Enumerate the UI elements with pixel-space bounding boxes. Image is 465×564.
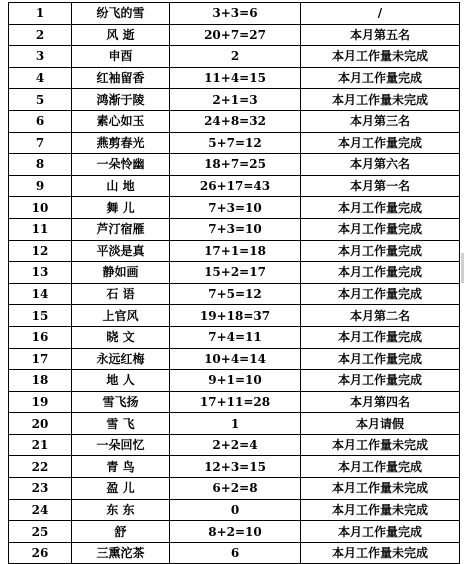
status-text: 本月工作量未完成 xyxy=(301,478,460,500)
table-row xyxy=(9,434,460,456)
member-name: 一朵回忆 xyxy=(72,434,170,456)
score-formula: 7+5=12 xyxy=(170,283,301,305)
ranking-table xyxy=(8,2,460,564)
row-number: 25 xyxy=(9,521,72,543)
score-formula: 6 xyxy=(170,542,301,564)
status-text: 本月工作量完成 xyxy=(301,262,460,284)
status-text: 本月工作量未完成 xyxy=(301,434,460,456)
status-text: 本月第六名 xyxy=(301,154,460,176)
table-row xyxy=(9,499,460,521)
score-formula: 1 xyxy=(170,413,301,435)
status-text: 本月第二名 xyxy=(301,305,460,327)
score-formula: 7+3=10 xyxy=(170,197,301,219)
status-text: 本月工作量完成 xyxy=(301,348,460,370)
row-number: 18 xyxy=(9,370,72,392)
row-number: 24 xyxy=(9,499,72,521)
table-row xyxy=(9,240,460,262)
table-row xyxy=(9,478,460,500)
status-text: 本月工作量完成 xyxy=(301,132,460,154)
table-row xyxy=(9,3,460,25)
score-formula: 2+1=3 xyxy=(170,89,301,111)
score-formula: 17+1=18 xyxy=(170,240,301,262)
score-formula: 7+3=10 xyxy=(170,218,301,240)
table-row xyxy=(9,175,460,197)
status-text: 本月第四名 xyxy=(301,391,460,413)
status-text: 本月工作量完成 xyxy=(301,67,460,89)
table-row xyxy=(9,132,460,154)
row-number: 16 xyxy=(9,326,72,348)
member-name: 山 地 xyxy=(72,175,170,197)
score-formula: 11+4=15 xyxy=(170,67,301,89)
table-row xyxy=(9,89,460,111)
row-number: 23 xyxy=(9,478,72,500)
member-name: 鸿渐于陵 xyxy=(72,89,170,111)
status-text: 本月工作量完成 xyxy=(301,456,460,478)
score-formula: 24+8=32 xyxy=(170,110,301,132)
row-number: 3 xyxy=(9,46,72,68)
table-row xyxy=(9,154,460,176)
status-text: 本月工作量完成 xyxy=(301,218,460,240)
row-number: 8 xyxy=(9,154,72,176)
table-row xyxy=(9,370,460,392)
member-name: 平淡是真 xyxy=(72,240,170,262)
status-text: 本月工作量完成 xyxy=(301,370,460,392)
score-formula: 8+2=10 xyxy=(170,521,301,543)
row-number: 22 xyxy=(9,456,72,478)
row-number: 14 xyxy=(9,283,72,305)
member-name: 永远红梅 xyxy=(72,348,170,370)
table-row xyxy=(9,456,460,478)
member-name: 晓 文 xyxy=(72,326,170,348)
member-name: 燕剪春光 xyxy=(72,132,170,154)
member-name: 东 东 xyxy=(72,499,170,521)
row-number: 6 xyxy=(9,110,72,132)
score-formula: 7+4=11 xyxy=(170,326,301,348)
member-name: 雪 飞 xyxy=(72,413,170,435)
score-formula: 3+3=6 xyxy=(170,3,301,25)
member-name: 静如画 xyxy=(72,262,170,284)
scrollbar-thumb[interactable] xyxy=(461,253,464,283)
table-row xyxy=(9,24,460,46)
status-text: / xyxy=(301,3,460,25)
status-text: 本月工作量完成 xyxy=(301,197,460,219)
status-text: 本月工作量未完成 xyxy=(301,542,460,564)
table-row xyxy=(9,348,460,370)
status-text: 本月工作量完成 xyxy=(301,521,460,543)
member-name: 雪飞扬 xyxy=(72,391,170,413)
member-name: 一朵怜幽 xyxy=(72,154,170,176)
score-formula: 20+7=27 xyxy=(170,24,301,46)
score-formula: 6+2=8 xyxy=(170,478,301,500)
status-text: 本月工作量未完成 xyxy=(301,499,460,521)
ranking-sheet xyxy=(8,2,456,564)
row-number: 4 xyxy=(9,67,72,89)
row-number: 21 xyxy=(9,434,72,456)
member-name: 三熏沱茶 xyxy=(72,542,170,564)
table-row xyxy=(9,262,460,284)
score-formula: 15+2=17 xyxy=(170,262,301,284)
row-number: 7 xyxy=(9,132,72,154)
row-number: 5 xyxy=(9,89,72,111)
member-name: 舞 儿 xyxy=(72,197,170,219)
member-name: 青 鸟 xyxy=(72,456,170,478)
status-text: 本月工作量完成 xyxy=(301,283,460,305)
row-number: 11 xyxy=(9,218,72,240)
row-number: 15 xyxy=(9,305,72,327)
table-row xyxy=(9,305,460,327)
status-text: 本月工作量未完成 xyxy=(301,46,460,68)
member-name: 纷飞的雪 xyxy=(72,3,170,25)
member-name: 申酉 xyxy=(72,46,170,68)
table-row xyxy=(9,391,460,413)
row-number: 26 xyxy=(9,542,72,564)
status-text: 本月工作量未完成 xyxy=(301,89,460,111)
score-formula: 5+7=12 xyxy=(170,132,301,154)
status-text: 本月第五名 xyxy=(301,24,460,46)
member-name: 上官风 xyxy=(72,305,170,327)
member-name: 风 逝 xyxy=(72,24,170,46)
row-number: 10 xyxy=(9,197,72,219)
table-row xyxy=(9,218,460,240)
score-formula: 18+7=25 xyxy=(170,154,301,176)
table-row xyxy=(9,110,460,132)
status-text: 本月工作量完成 xyxy=(301,240,460,262)
member-name: 石 语 xyxy=(72,283,170,305)
table-row xyxy=(9,413,460,435)
table-row xyxy=(9,521,460,543)
table-row xyxy=(9,283,460,305)
table-row xyxy=(9,326,460,348)
row-number: 12 xyxy=(9,240,72,262)
score-formula: 0 xyxy=(170,499,301,521)
score-formula: 2+2=4 xyxy=(170,434,301,456)
row-number: 1 xyxy=(9,3,72,25)
row-number: 17 xyxy=(9,348,72,370)
member-name: 舒 xyxy=(72,521,170,543)
score-formula: 26+17=43 xyxy=(170,175,301,197)
table-row xyxy=(9,46,460,68)
table-row xyxy=(9,197,460,219)
status-text: 本月工作量完成 xyxy=(301,326,460,348)
member-name: 盈 儿 xyxy=(72,478,170,500)
member-name: 素心如玉 xyxy=(72,110,170,132)
score-formula: 10+4=14 xyxy=(170,348,301,370)
row-number: 13 xyxy=(9,262,72,284)
score-formula: 9+1=10 xyxy=(170,370,301,392)
member-name: 芦汀宿雁 xyxy=(72,218,170,240)
status-text: 本月第一名 xyxy=(301,175,460,197)
member-name: 红袖留香 xyxy=(72,67,170,89)
score-formula: 2 xyxy=(170,46,301,68)
score-formula: 17+11=28 xyxy=(170,391,301,413)
ranking-table-body xyxy=(9,3,460,564)
member-name: 地 人 xyxy=(72,370,170,392)
table-row xyxy=(9,67,460,89)
row-number: 20 xyxy=(9,413,72,435)
score-formula: 19+18=37 xyxy=(170,305,301,327)
status-text: 本月请假 xyxy=(301,413,460,435)
row-number: 19 xyxy=(9,391,72,413)
status-text: 本月第三名 xyxy=(301,110,460,132)
row-number: 9 xyxy=(9,175,72,197)
score-formula: 12+3=15 xyxy=(170,456,301,478)
table-row xyxy=(9,542,460,564)
row-number: 2 xyxy=(9,24,72,46)
